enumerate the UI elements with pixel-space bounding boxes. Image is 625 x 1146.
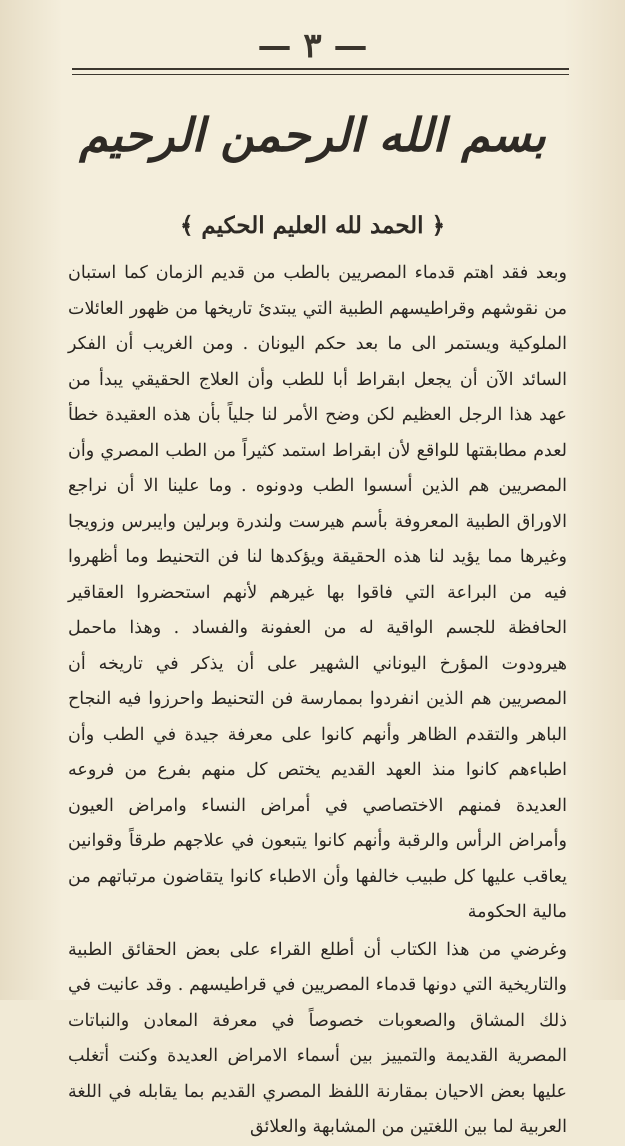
body-text	[68, 256, 567, 1146]
subheading: ﴿ الحمد لله العليم الحكيم ﴾	[179, 212, 446, 239]
header-rule-thin	[72, 74, 569, 75]
paragraph: وغرضي من هذا الكتاب أن أطلع القراء على بعض الحقائق الطبية والتاريخية التي دونها قدماء المصريين في قراطيسهم . وقد عانيت في ذلك المشاق والصعوبات خصوصاً في معرفة المعادن والنباتات المصرية القديمة والتمييز بين أسماء الامراض العديدة وكنت أتغلب عليها بعض الاحيان بمقارنة اللفظ المصري القديم بما يقابله في اللغة العربية لما بين اللغتين من المشابهة والعلائق	[68, 939, 567, 1137]
header-rule	[72, 68, 569, 70]
paragraph: وبعد فقد اهتم قدماء المصريين بالطب من قديم الزمان كما استبان من نقوشهم وقراطيسهم الطبية التي يبتدئ تاريخها من ظهور العائلات الملوكية ويستمر الى ما بعد حكم اليونان . ومن الغريب أن الفكر السائد الآن أن يجعل ابقراط أبا للطب وأن العلاج الحقيقي يبدأ من عهد هذا الرجل العظيم لكن وضح الأمر لنا جلياً بأن هذه العقيدة خطأ لعدم مطابقتها للواقع لأن ابقراط استمد كثيراً من الطب المصري وأن المصريين هم الذين أسسوا الطب ودونوه . وما علينا الا أن نراجع الاوراق الطبية المعروفة بأسم هيرست ولندرة وبرلين وايبرس وزويجا وغيرها مما يؤيد لنا هذه الحقيقة ويؤكدها لنا فن التحنيط وما أظهروا فيه من البراعة التي فاقوا بها غيرهم لأنهم استحضروا العقاقير الحافظة للجسم الواقية له من العفونة والفساد . وهذا ماحمل هيرودوت المؤرخ اليوناني الشهير على أن يذكر في تاريخه أن المصريين هم الذين انفردوا بممارسة فن التحنيط واحرزوا فيه النجاح الباهر والتقدم الظاهر وأنهم كانوا على معرفة جيدة في الطب وأن اطباءهم كانوا منذ العهد القديم يختص كل منهم بفرع من فروعه العديدة فمنهم الاختصاصي في أمراض النساء وامراض العيون وأمراض الرأس والرقبة وأنهم كانوا يتبعون في علاجهم طرقاً وقوانين يعاقب عليها كل طبيب خالفها وأن الاطباء كانوا يتقاضون مرتباتهم من مالية الحكومة	[68, 263, 567, 922]
basmala-heading: بسم الله الرحمن الرحيم	[79, 108, 546, 162]
page-number: — ٣ —	[257, 26, 368, 66]
